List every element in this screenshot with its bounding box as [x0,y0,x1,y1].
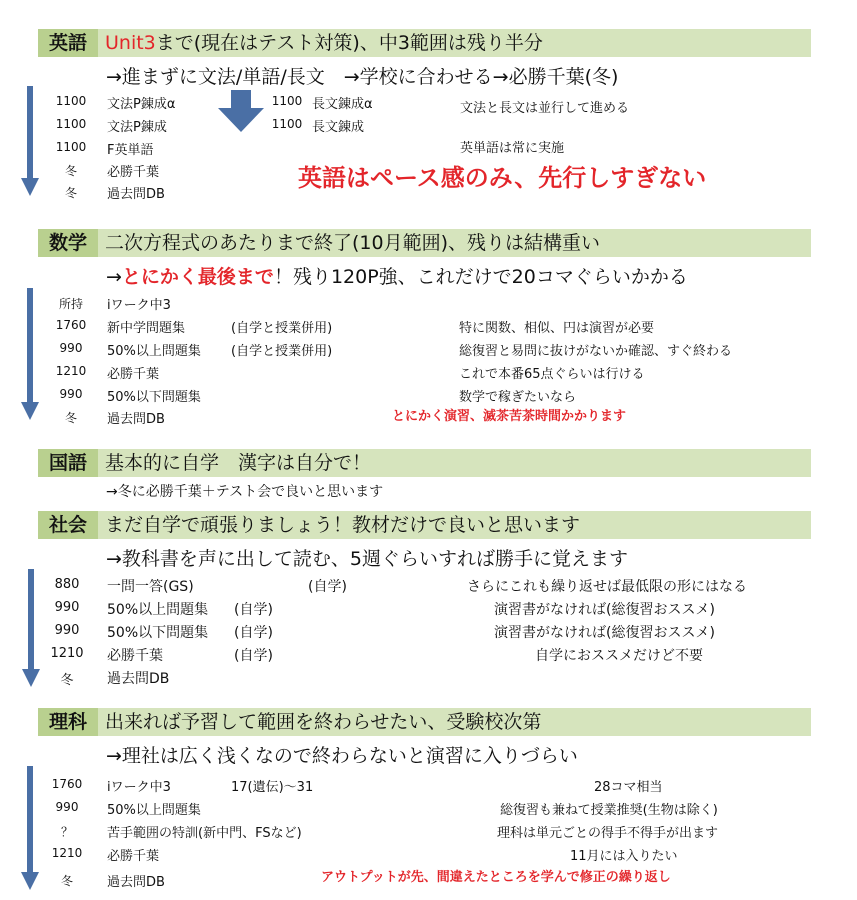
science-row-number: 1210 [51,846,83,860]
social-row-number: 冬 [60,673,74,688]
math-row-number: 1760 [55,318,87,332]
social-row-sub: (自学) [234,648,273,664]
social-row-number: 990 [54,623,80,638]
social-row-sub: (自学) [308,579,347,595]
english-row-item: 文法P錬成α [107,97,176,112]
science-row-item: 必勝千葉 [107,849,160,864]
math-arrow-rest: ！残り120P強、これだけで20コマぐらいかかる [273,266,688,288]
science-tag: 理科 [38,708,98,736]
math-row-item: iワーク中3 [107,298,171,313]
math-row-note: 総復習と易問に抜けがないか確認、すぐ終わる [459,344,733,359]
math-arrow-line [106,262,688,289]
social-row-note: 自学におススメだけど不要 [535,648,703,664]
science-row-number: 990 [55,800,79,814]
math-row-item: 必勝千葉 [107,367,160,382]
english-note: 文法と長文は並行して進める [460,101,630,116]
japanese-arrow-line: →冬に必勝千葉＋テスト会で良いと思います [106,484,384,500]
social-row-number: 990 [54,600,80,615]
english-row-number: 1100 [55,140,87,154]
english-mid-number: 1100 [271,117,303,131]
social-row-number: 1210 [50,646,84,661]
math-row-item: 過去問DB [107,412,165,427]
math-row-note: 特に関数、相似、円は演習が必要 [459,321,655,336]
social-arrow-line: →教科書を声に出して読む、5週ぐらいすれば勝手に覚えます [106,548,629,570]
english-mid-item: 長文錬成α [312,97,373,112]
math-row-sub: (自学と授業併用) [231,344,333,359]
math-tag: 数学 [38,229,98,257]
social-row-note: 演習書がなければ(総復習おススメ) [494,602,715,618]
science-row-note: 11月には入りたい [570,849,678,864]
math-arrow-red: とにかく最後まで [121,266,274,288]
social-tag: 社会 [38,511,98,539]
japanese-headline: 基本的に自学 漢字は自分で！ [105,452,372,474]
english-row-item: F英単語 [107,143,154,158]
english-row-item: 過去問DB [107,187,165,202]
down-arrow-icon [21,766,39,890]
english-note: 英単語は常に実施 [460,141,565,156]
down-arrow-icon [21,288,39,420]
math-row-note: 数学で稼ぎたいなら [459,390,577,405]
math-row-number: 所持 [58,297,83,311]
english-row-number: 1100 [55,94,87,108]
science-red-note: アウトプットが先、間違えたところを学んで修正の繰り返し [321,870,671,885]
social-headline: まだ自学で頑張りましょう！教材だけで良いと思います [105,514,581,536]
science-row-number: 1760 [51,777,83,791]
science-row-sub: 17(遺伝)～31 [231,780,314,795]
math-arrow-prefix: → [106,266,122,288]
social-row-number: 880 [54,577,80,592]
english-headline-rest: まで(現在はテスト対策)、中3範囲は残り半分 [155,32,543,54]
japanese-tag: 国語 [38,449,98,477]
english-row-number: 1100 [55,117,87,131]
english-row-number: 冬 [64,164,77,178]
science-row-item: iワーク中3 [107,780,171,795]
math-red-note: とにかく演習、滅茶苦茶時間かかります [392,409,627,424]
social-row-item: 必勝千葉 [107,648,163,664]
science-row-note: 総復習も兼ねて授業推奨(生物は除く) [500,803,718,818]
social-row-sub: (自学) [234,625,273,641]
math-row-item: 新中学問題集 [107,321,186,336]
social-row-item: 一問一答(GS) [107,579,194,595]
english-row-item: 文法P錬成 [107,120,167,135]
social-row-note: 演習書がなければ(総復習おススメ) [494,625,715,641]
science-arrow-line: →理社は広く浅くなので終わらないと演習に入りづらい [106,745,578,767]
math-row-sub: (自学と授業併用) [231,321,333,336]
math-row-number: 990 [59,341,83,355]
science-row-item: 苦手範囲の特訓(新中門、FSなど) [107,826,302,841]
math-row-number: 990 [59,387,83,401]
science-row-item: 過去問DB [107,875,165,890]
down-arrow-icon [21,86,39,196]
down-arrow-icon [22,569,40,687]
english-row-number: 冬 [64,186,77,200]
science-row-item: 50%以上問題集 [107,803,201,818]
science-row-number: 冬 [60,874,73,888]
english-headline-red: Unit3 [105,32,156,54]
english-tag: 英語 [38,29,98,57]
english-arrow-line: →進まずに文法/単語/長文 →学校に合わせる→必勝千葉(冬) [106,66,619,88]
social-row-item: 50%以上問題集 [107,602,209,618]
science-headline: 出来れば予習して範囲を終わらせたい、受験校次第 [105,711,542,733]
social-row-sub: (自学) [234,602,273,618]
math-row-item: 50%以上問題集 [107,344,201,359]
math-row-note: これで本番65点ぐらいは行ける [459,367,645,382]
math-row-item: 50%以下問題集 [107,390,201,405]
english-big-red-note: 英語はペース感のみ、先行しすぎない [298,164,707,192]
math-row-number: 1210 [55,364,87,378]
math-row-number: 冬 [64,411,77,425]
science-row-note: 理科は単元ごとの得手不得手が出ます [497,826,719,841]
social-row-note: さらにこれも繰り返せば最低限の形にはなる [467,579,747,595]
social-row-item: 50%以下問題集 [107,625,209,641]
science-row-number: ？ [60,825,73,839]
english-headline [105,29,543,57]
math-headline: 二次方程式のあたりまで終了(10月範囲)、残りは結構重い [105,232,601,254]
down-arrow-icon [218,90,264,132]
science-row-note: 28コマ相当 [594,780,663,795]
english-row-item: 必勝千葉 [107,165,160,180]
social-row-item: 過去問DB [107,671,170,687]
english-mid-item: 長文錬成 [312,120,365,135]
english-mid-number: 1100 [271,94,303,108]
